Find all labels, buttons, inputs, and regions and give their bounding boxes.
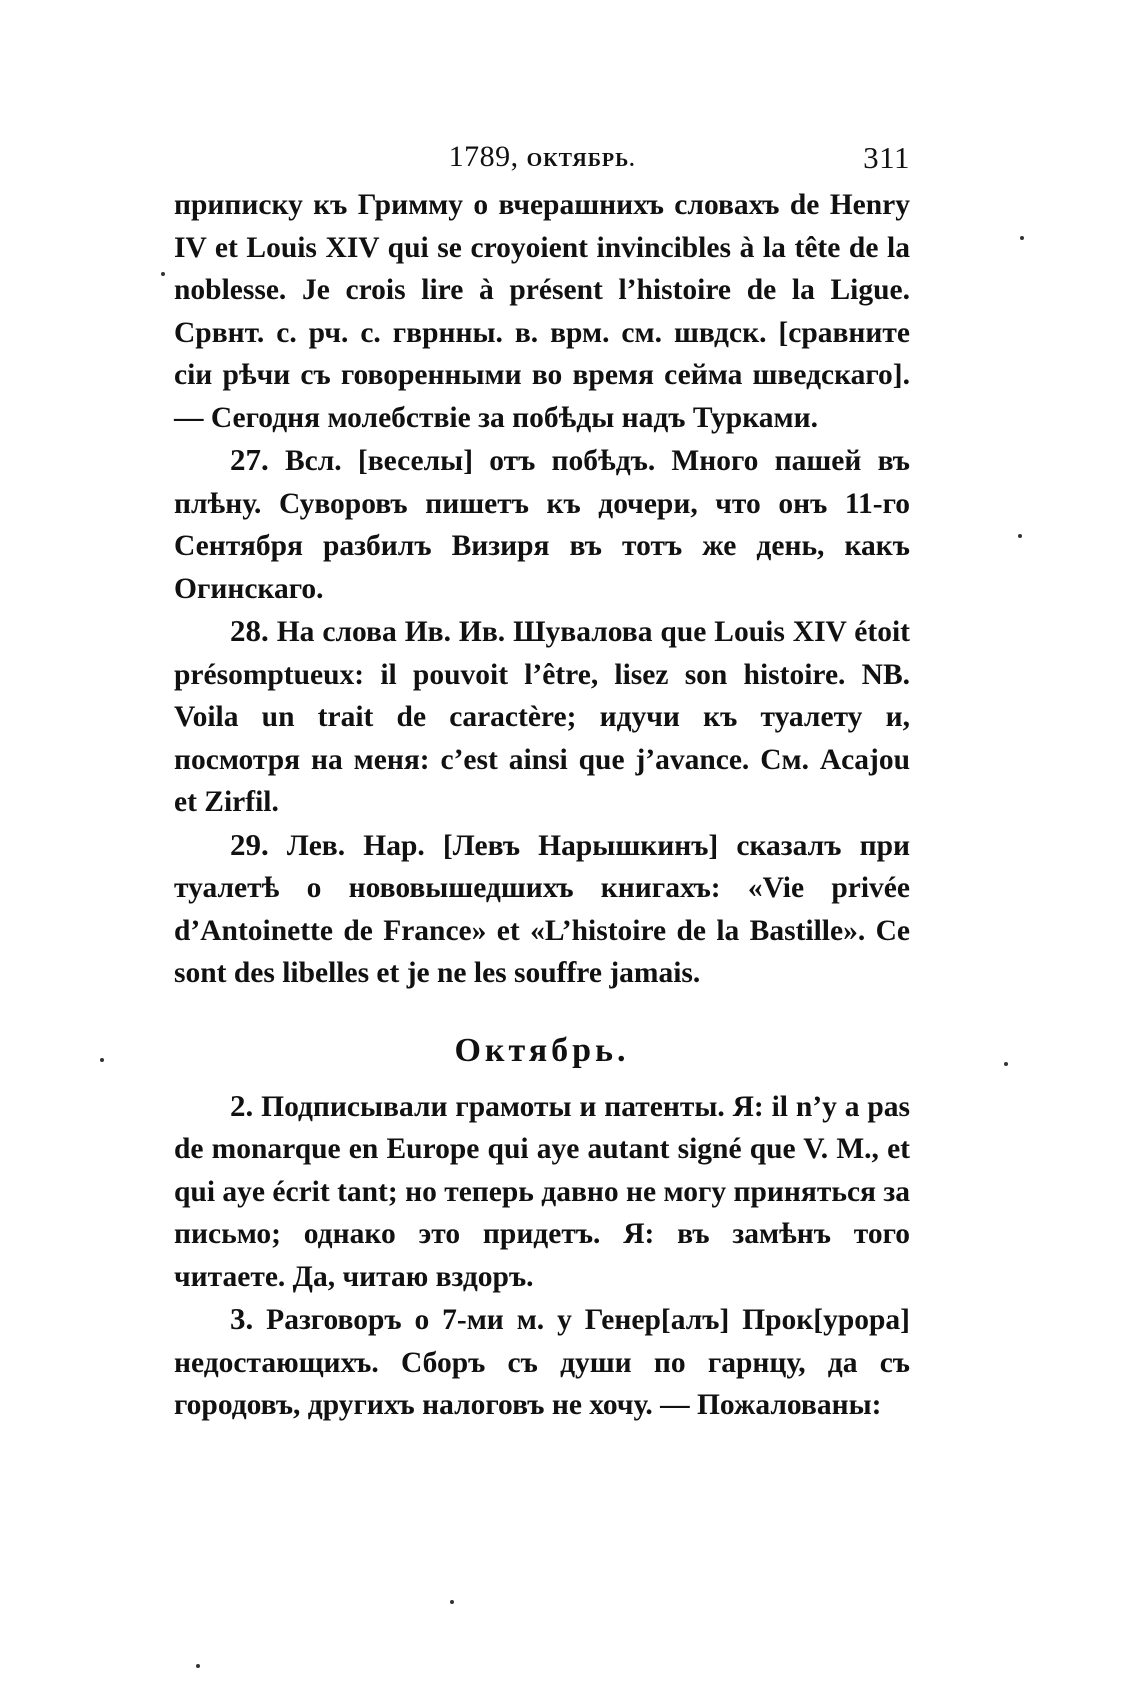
speck-mark bbox=[100, 1058, 104, 1062]
body-text bbox=[174, 184, 910, 1427]
paragraph-text: приписку къ Гримму о вчерашнихъ словахъ de Henry IV et Louis XIV qui se croyoient invincibles à la tête de la noblesse. Je crois lire à présent l’histoire de la Ligue. Срвнт. с. рч. с. гврнны. в. врм. см. швдск. [сравните сіи рѣчи съ говоренными во время сейма шведскаго]. — Сегодня молебствіе за побѣды надъ Турками. bbox=[174, 189, 910, 434]
entry-number: 29. bbox=[230, 826, 269, 862]
page bbox=[174, 140, 910, 1427]
speck-mark bbox=[450, 1600, 454, 1604]
entry-text: Всл. [веселы] отъ побѣдъ. Много пашей въ плѣну. Суворовъ пишетъ къ дочери, что онъ 11-го Сентября разбилъ Визиря въ тотъ же день, какъ Огинскаго. bbox=[174, 445, 910, 605]
entry-text: Лев. Нар. [Левъ Нарышкинъ] сказалъ при туалетѣ о нововышедшихъ книгахъ: «Vie privée d’Antoinette de France» et «L’histoire de la Bastille». Ce sont des libelles et je ne les souffre jamais. bbox=[174, 829, 910, 989]
entry-number: 3. bbox=[230, 1301, 254, 1336]
entry-27 bbox=[174, 439, 910, 610]
running-head-year: 1789, bbox=[448, 140, 519, 173]
entry-number: 27. bbox=[230, 442, 269, 477]
page-number: 311 bbox=[863, 140, 910, 175]
running-head-month: ОКТЯБРЬ. bbox=[526, 149, 636, 171]
speck-mark bbox=[196, 1664, 200, 1668]
entry-text: Подписывали грамоты и патенты. Я: il n’y a pas de monarque en Europe qui aye autant signé que V. M., et qui aye écrit tant; но теперь давно не могу приняться за письмо; однако это придетъ. Я: въ замѣнъ того читаете. Да, читаю вздоръ. bbox=[174, 1090, 910, 1293]
entry-29 bbox=[174, 824, 910, 995]
entry-text: На слова Ив. Ив. Шувалова que Louis XIV étoit présomptueux: il pouvoit l’être, lisez son histoire. NB. Voila un trait de caractère; идучи къ туалету и, посмотря на меня: c’est ainsi que j’avance. См. Acajou et Zirfil. bbox=[174, 616, 910, 818]
speck-mark bbox=[1020, 236, 1024, 240]
speck-mark bbox=[1018, 534, 1022, 538]
entry-28 bbox=[174, 610, 910, 824]
running-head bbox=[174, 140, 910, 184]
speck-mark bbox=[161, 272, 165, 276]
running-head-title bbox=[174, 140, 910, 174]
entry-text: Разговоръ о 7-ми м. у Генер[алъ] Прок[урора] недостающихъ. Сборъ съ души по гарнцу, да съ городовъ, другихъ налоговъ не хочу. — Пожалованы: bbox=[174, 1304, 910, 1421]
entry-october-2 bbox=[174, 1085, 910, 1299]
entry-number: 28. bbox=[230, 613, 269, 648]
entry-october-3 bbox=[174, 1298, 910, 1427]
section-heading: Октябрь. bbox=[454, 1031, 630, 1069]
entry-number: 2. bbox=[230, 1087, 254, 1123]
paragraph-continuation bbox=[174, 184, 910, 439]
speck-mark bbox=[1004, 1062, 1008, 1066]
